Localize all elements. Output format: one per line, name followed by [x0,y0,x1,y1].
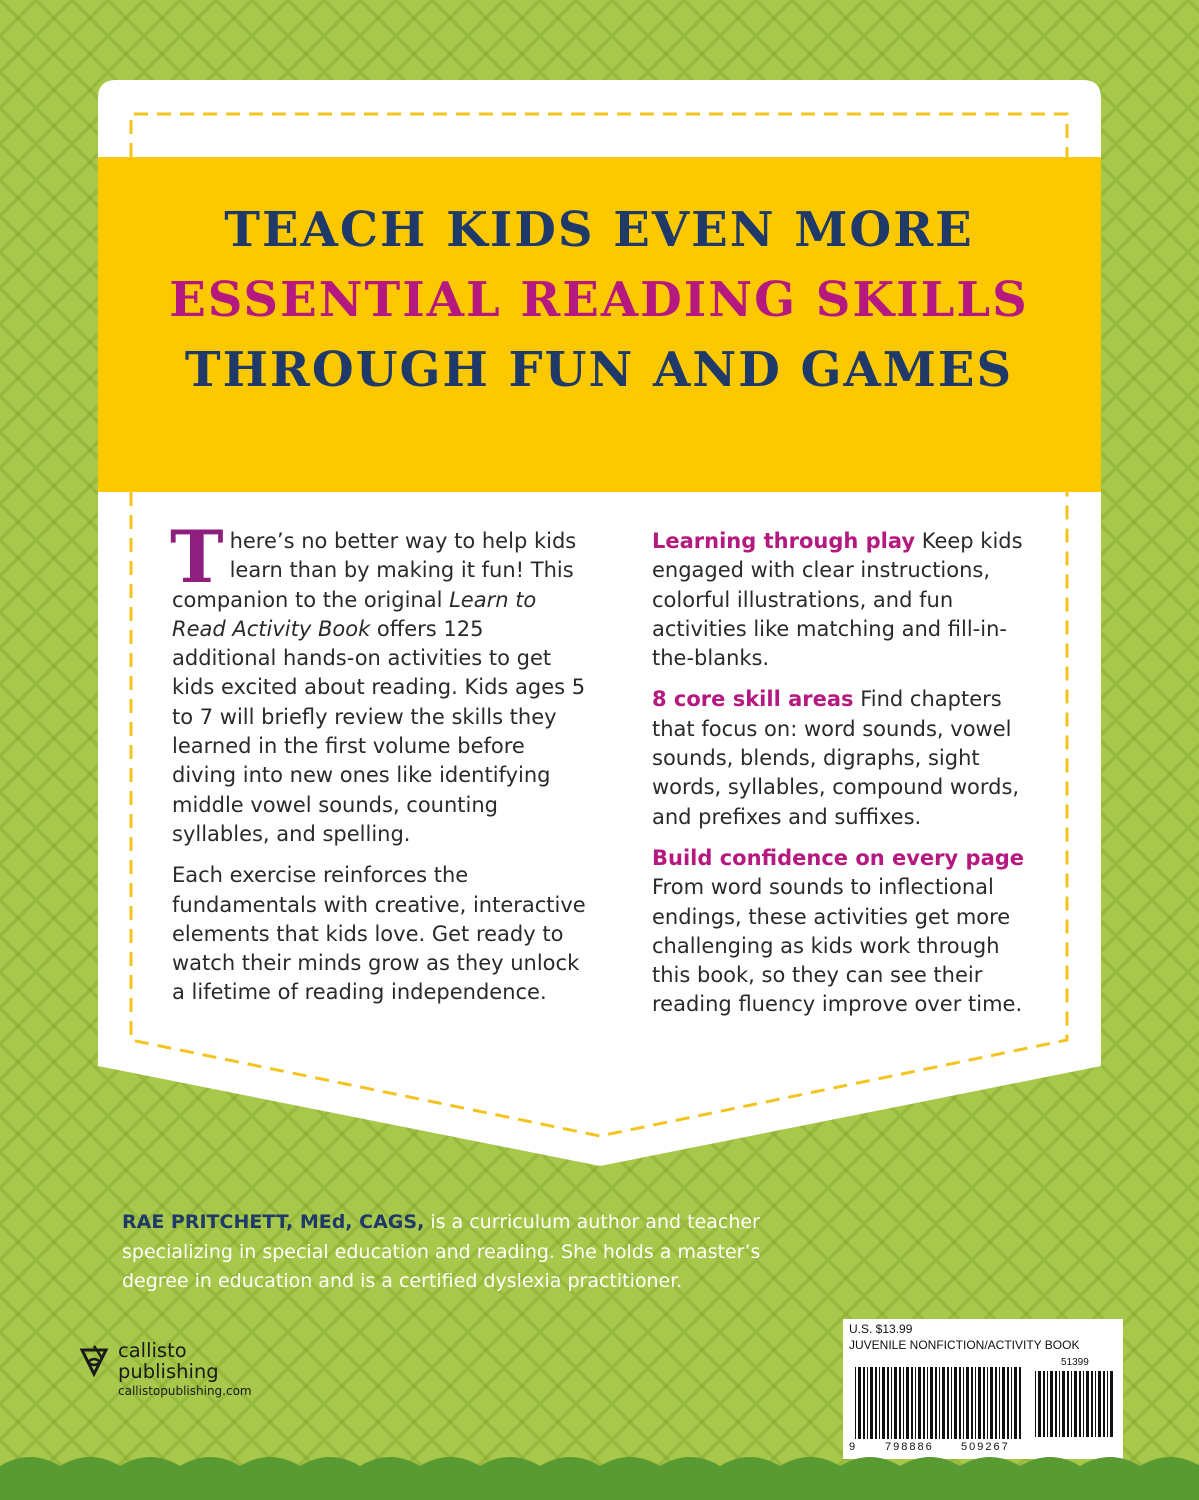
barcode-bar [911,1367,913,1439]
barcode-bar [879,1367,880,1439]
barcode-bar [1002,1367,1005,1439]
barcode-bar [1062,1371,1065,1437]
barcode-bar [1007,1367,1009,1439]
barcode-bar [999,1367,1000,1439]
intro-text-b: offers 125 additional hands-on activities to get kids excited about reading. Kids ages 5 to 7 will briefly review the skills they learned in the first volume before diving into new ones like identifying middle vowel sounds, counting syllables, and spelling. [172,616,586,846]
barcode-bar [863,1367,865,1439]
barcode-bar [971,1367,973,1439]
barcode-bar [1071,1371,1072,1437]
barcode-bar [1043,1371,1045,1437]
feature-3 [652,844,1040,1020]
publisher-name [118,1340,219,1382]
barcode-bar [975,1367,976,1439]
barcode-digit-lead: 9 [849,1441,856,1453]
feature-1-title: Learning through play [652,529,916,553]
barcode-bar [906,1367,909,1439]
headline-line-1: TEACH KIDS EVEN MORE [224,202,974,258]
barcode-bar [983,1367,985,1439]
barcode-bar [1019,1367,1021,1439]
barcode-bar [894,1367,897,1439]
feature-3-title: Build confidence on every page [652,845,1025,870]
book-title: Learn to Read Activity Book [172,587,537,641]
barcode-bar [923,1367,925,1439]
publisher-logo [74,1340,324,1400]
barcode-bar [995,1367,997,1439]
headline-line-2: ESSENTIAL READING SKILLS [169,272,1029,328]
barcode-digits-left: 798886 [885,1441,934,1453]
barcode-bar [1038,1371,1041,1437]
barcode-bar [903,1367,904,1439]
barcode-bar [987,1367,988,1439]
barcode-bar [1074,1371,1077,1437]
category: JUVENILE NONFICTION/ACTIVITY BOOK [849,1338,1080,1352]
barcode-bar [1059,1371,1060,1437]
feature-1-text: Keep kids engaged with clear instructions, colorful illustrations, and fun activities like matching and fill-in-the-blanks. [652,529,1023,671]
publisher-url: callistopublishing.com [118,1384,252,1398]
barcode-bar [978,1367,981,1439]
barcode-bar [959,1367,961,1439]
barcode-bar [1067,1371,1069,1437]
barcode-bar [875,1367,877,1439]
barcode-bar [1103,1371,1105,1437]
feature-2 [652,685,1040,831]
price: U.S. $13.99 [849,1322,913,1336]
barcode-bar [855,1367,856,1439]
barcode-bar [1091,1371,1093,1437]
author-name: RAE PRITCHETT, MEd, CAGS, [122,1211,425,1233]
barcode-bar [1047,1371,1048,1437]
barcode-bar [1083,1371,1084,1437]
barcode-bar [930,1367,933,1439]
barcode-bar [1050,1371,1053,1437]
author-text: is a curriculum author and teacher specializing in special education and reading. She holds a master’s degree in education and is a certified dyslexia practitioner. [122,1211,761,1292]
barcode-bar [935,1367,937,1439]
barcode-bar [1079,1371,1081,1437]
barcode-bar [1035,1371,1036,1437]
barcode-bar [887,1367,889,1439]
barcode-bar [1086,1371,1089,1437]
barcode-bar [867,1367,868,1439]
barcode-bar [870,1367,873,1439]
barcode-bar [1095,1371,1096,1437]
barcode-bar [939,1367,940,1439]
callisto-logo-icon [74,1342,114,1382]
barcode-bar [1107,1371,1108,1437]
barcode-bar [1011,1367,1012,1439]
author-bio [122,1208,762,1297]
intro-column [170,514,592,1020]
price-barcode [1035,1371,1113,1445]
barcode-bar [951,1367,952,1439]
headline-line-3: THROUGH FUN AND GAMES [184,342,1014,398]
barcode-bar [927,1367,928,1439]
barcode-bar [899,1367,901,1439]
barcode-bar [963,1367,964,1439]
intro-paragraph-2: Each exercise reinforces the fundamentals with creative, interactive elements that kids love. Get ready to watch their minds grow as they unlock a lifetime of reading independence. [172,863,586,1005]
feature-3-text: From word sounds to inflectional endings, these activities get more challenging as kids work through this book, so they can see their reading fluency improve over time. [652,875,1023,1017]
barcode-bar [918,1367,921,1439]
barcode-bar [858,1367,861,1439]
barcode-digits-right: 509267 [961,1441,1010,1453]
intro-text-a: here’s no better way to help kids learn than by making it fun! This companion to the original [172,529,577,612]
feature-2-text: Find chapters that focus on: word sounds, vowel sounds, blends, digraphs, sight words, syllables, compound words, and prefixes and suffixes. [652,687,1020,829]
price-code: 51399 [1061,1357,1089,1368]
barcode-bar [1110,1371,1113,1437]
barcode-bar [990,1367,993,1439]
intro-paragraph-1 [170,514,592,849]
barcode-box [843,1319,1123,1459]
barcode-bar [947,1367,949,1439]
barcode-bar [1055,1371,1057,1437]
barcode-bar [915,1367,916,1439]
feature-1 [652,527,1040,673]
features-column [652,527,1040,1032]
isbn-barcode [855,1367,1025,1445]
publisher-name-line-2: publishing [118,1360,219,1383]
feature-2-title: 8 core skill areas [652,687,854,712]
barcode-bar [882,1367,885,1439]
barcode-bar [942,1367,945,1439]
barcode-bar [954,1367,957,1439]
barcode-bar [966,1367,969,1439]
barcode-bar [1098,1371,1101,1437]
grass-border [0,1448,1199,1500]
drop-cap: T [170,514,224,599]
barcode-bar [1014,1367,1017,1439]
barcode-bar [891,1367,892,1439]
publisher-name-line-1: callisto [118,1339,187,1362]
